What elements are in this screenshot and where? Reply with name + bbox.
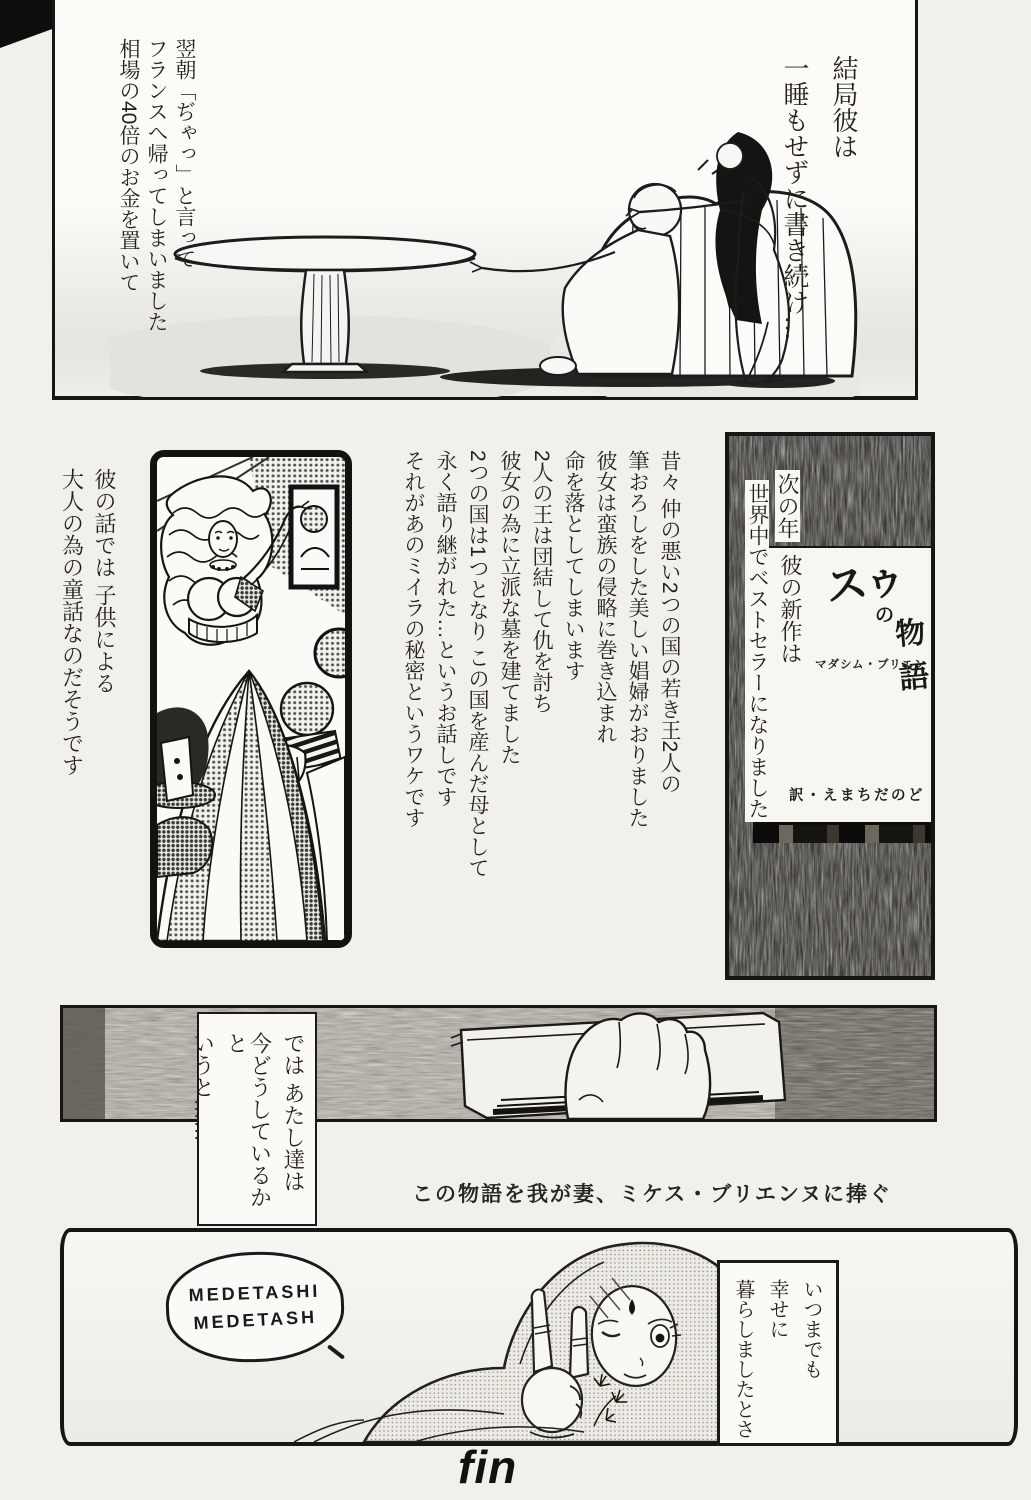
story-column: それがあのミイラの秘密というワケです <box>402 450 425 828</box>
panel2-caption-intro-3 <box>745 480 769 822</box>
story-column: 2つの国は1つとなり この国を産んだ母として <box>466 450 489 879</box>
framed-picture-panel <box>150 450 352 948</box>
panel1-caption-left <box>117 38 195 368</box>
book-author: マダシム・ブリエン <box>815 659 927 671</box>
caption-column: 彼の話では 子供による <box>92 468 117 695</box>
caption-column: 一睡もせずに書き続け… <box>780 55 810 341</box>
panel1-illustration <box>110 118 860 397</box>
caption-column: いつまでも <box>800 1279 822 1379</box>
panel2-caption-left <box>60 468 116 808</box>
panel2-caption-intro-1 <box>775 470 800 542</box>
book-page-edge <box>753 822 933 843</box>
story-column: 筆おろしをした美しい娼婦がおりました <box>626 450 649 828</box>
story-column: 彼女の為に立派な墓を建てました <box>498 450 521 765</box>
panel2-caption-intro-2 <box>779 554 802 664</box>
dedication-text: この物語を我が妻、ミケス・ブリエンヌに捧ぐ <box>412 1182 893 1206</box>
bubble-text-line: MEDETASHI <box>188 1280 321 1306</box>
caption-column: 彼の新作は <box>778 554 803 664</box>
caption-column: では あたし達は <box>281 1032 306 1193</box>
caption-column: 結局彼は <box>829 55 859 159</box>
story-column: 彼女は蛮族の侵略に巻き込まれ <box>594 450 617 744</box>
panel-4 <box>60 1228 1018 1446</box>
book-translator-credit: 訳・えまちだのど <box>789 788 925 804</box>
caption-column: フランスへ帰ってしまいました <box>145 38 168 332</box>
book-title-rest: 物語 <box>894 616 931 696</box>
caption-column: 大人の為の童話なのだそうです <box>59 468 85 776</box>
bubble-text-line: MEDETASH <box>193 1306 318 1334</box>
picture-illustration <box>157 457 345 941</box>
caption-column: 翌朝「ぢゃっ」と言って <box>173 38 196 269</box>
panel3-caption-box <box>190 1012 317 1226</box>
caption-column: 世界中でベストセラーになりました <box>746 483 769 819</box>
caption-column: 今どうしているかと <box>224 1032 273 1208</box>
caption-column: いうと…… <box>190 1032 216 1142</box>
caption-column: 相場の40倍のお金を置いて <box>117 38 140 293</box>
story-column: 昔々 仲の悪い2つの国の若き王2人の <box>658 450 681 795</box>
story-column: 2人の王は団結して仇を討ち <box>530 450 553 714</box>
panel4-caption-box <box>717 1260 839 1446</box>
story-column: 命を落としてしまいます <box>562 450 585 681</box>
story-text-block <box>402 450 680 966</box>
panel1-caption-right <box>781 55 857 365</box>
fin-label: fin <box>458 1441 518 1493</box>
book-title-particle: の <box>875 605 895 626</box>
panel-2-book <box>725 432 935 980</box>
caption-column: 暮らしましたとさ <box>732 1279 754 1439</box>
caption-column: 次の年 <box>775 473 800 539</box>
panel-1 <box>52 0 918 400</box>
book-title-main: スゥ <box>822 553 906 612</box>
caption-column: 幸せに <box>766 1279 788 1339</box>
story-column: 永く語り継がれた…というお話しです <box>434 450 457 807</box>
